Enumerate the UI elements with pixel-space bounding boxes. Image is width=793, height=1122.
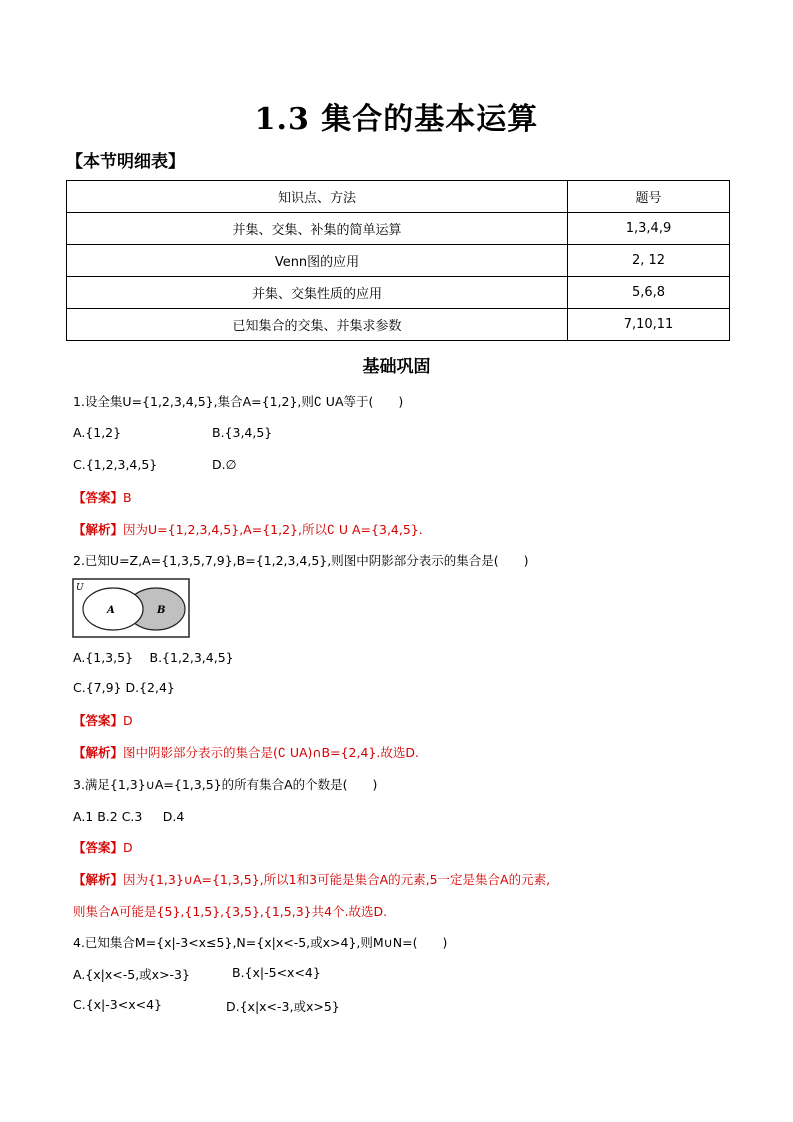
table-row: [67, 245, 730, 277]
table-header: 题号: [568, 181, 730, 213]
q1-option-c: C.{1,2,3,4,5}: [73, 457, 158, 472]
table-cell: 并集、交集、补集的简单运算: [67, 213, 568, 245]
venn-label-a: A: [107, 605, 115, 616]
answer-tag: 【答案】: [73, 490, 124, 505]
q1-option-a: A.{1,2}: [73, 425, 122, 440]
answer-value: D: [123, 840, 133, 855]
table-row: [67, 309, 730, 341]
q1-option-d: D.∅: [212, 457, 237, 472]
question-2-stem: 2.已知U=Z,A={1,3,5,7,9},B={1,2,3,4,5},则图中阴影部分表示的集合是( ): [73, 553, 529, 568]
table-header: 知识点、方法: [67, 181, 568, 213]
question-4-stem: 4.已知集合M={x|-3<x≤5},N={x|x<-5,或x>4},则M∪N=( ): [73, 935, 448, 950]
q1-analysis: [73, 520, 423, 538]
q3-analysis: [73, 870, 550, 888]
analysis-tag: 【解析】: [73, 872, 124, 887]
analysis-tag: 【解析】: [73, 745, 124, 760]
section-label: 【本节明细表】: [66, 152, 185, 172]
table-cell: Venn图的应用: [67, 245, 568, 277]
section-subheading: 基础巩固: [362, 357, 431, 377]
table-header-row: [67, 181, 730, 213]
table-cell: 5,6,8: [568, 277, 730, 309]
q4-option-c: C.{x|-3<x<4}: [73, 997, 162, 1012]
venn-diagram: [72, 578, 190, 638]
q1-option-b: B.{3,4,5}: [212, 425, 273, 440]
answer-tag: 【答案】: [73, 713, 124, 728]
table-cell: 已知集合的交集、并集求参数: [67, 309, 568, 341]
analysis-text: 因为U={1,2,3,4,5},A={1,2},所以∁ U A={3,4,5}.: [123, 522, 423, 537]
q2-options-cd: C.{7,9} D.{2,4}: [73, 680, 175, 695]
q4-option-a: A.{x|x<-5,或x>-3}: [73, 967, 190, 982]
q3-answer: [73, 838, 133, 856]
analysis-text: 因为{1,3}∪A={1,3,5},所以1和3可能是集合A的元素,5一定是集合A的元素,: [123, 872, 551, 887]
venn-label-u: U: [76, 583, 84, 593]
q3-options: A.1 B.2 C.3 D.4: [73, 809, 185, 824]
table-cell: 2, 12: [568, 245, 730, 277]
question-3-stem: 3.满足{1,3}∪A={1,3,5}的所有集合A的个数是( ): [73, 777, 378, 792]
table-cell: 1,3,4,9: [568, 213, 730, 245]
q2-options-ab: A.{1,3,5} B.{1,2,3,4,5}: [73, 650, 234, 665]
table-cell: 并集、交集性质的应用: [67, 277, 568, 309]
analysis-text: 图中阴影部分表示的集合是(∁ UA)∩B={2,4}.故选D.: [123, 745, 419, 760]
page-title: 1.3 集合的基本运算: [254, 102, 539, 137]
q1-answer: [73, 488, 132, 506]
table-row: [67, 277, 730, 309]
table-cell: 7,10,11: [568, 309, 730, 341]
question-1-stem: 1.设全集U={1,2,3,4,5},集合A={1,2},则∁ UA等于( ): [73, 394, 404, 409]
table-row: [67, 213, 730, 245]
q2-answer: [73, 711, 133, 729]
detail-table: [66, 180, 730, 341]
q4-option-b: B.{x|-5<x<4}: [232, 965, 321, 980]
answer-value: B: [123, 490, 132, 505]
venn-label-b: B: [157, 605, 166, 616]
q3-analysis-continued: 则集合A可能是{5},{1,5},{3,5},{1,5,3}共4个.故选D.: [73, 904, 388, 919]
answer-value: D: [123, 713, 133, 728]
analysis-tag: 【解析】: [73, 522, 124, 537]
q4-option-d: D.{x|x<-3,或x>5}: [226, 999, 340, 1014]
answer-tag: 【答案】: [73, 840, 124, 855]
q2-analysis: [73, 743, 419, 761]
